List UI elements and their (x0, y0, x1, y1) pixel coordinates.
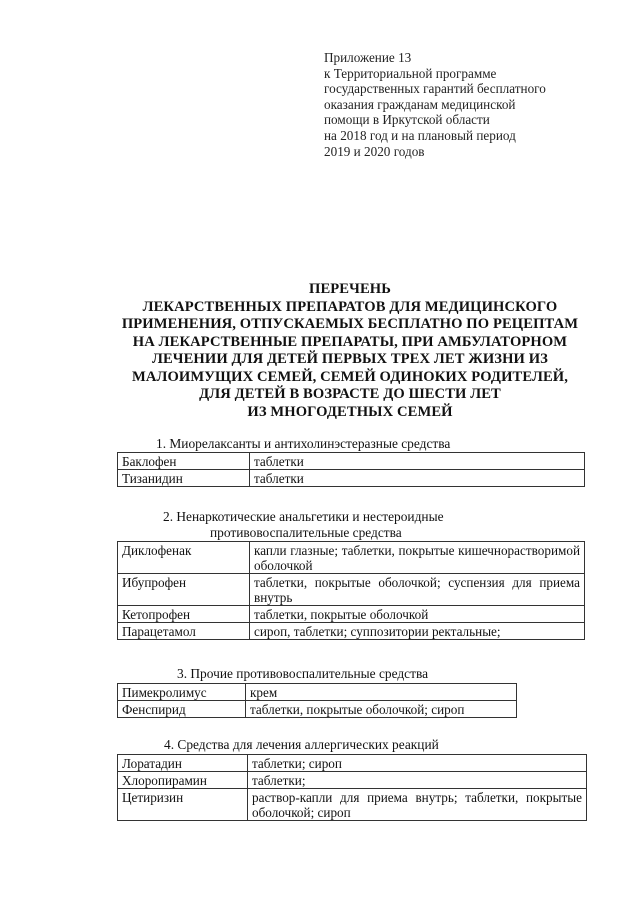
section-heading-line: 3. Прочие противовоспалительные средства (177, 666, 429, 681)
drug-form: капли глазные; таблетки, покрытые кишечнорастворимой оболочкой (250, 542, 585, 574)
drug-form: таблетки; сироп (248, 755, 587, 772)
drug-form: таблетки (250, 453, 585, 470)
table-row (118, 606, 585, 623)
section-2-table (117, 541, 585, 640)
table-row (118, 755, 587, 772)
section-3-heading (177, 666, 428, 682)
table-row (118, 542, 585, 574)
drug-form: раствор-капли для приема внутрь; таблетки, покрытые оболочкой; сироп (248, 789, 587, 821)
section-heading-line: 4. Средства для лечения аллергических реакций (164, 737, 439, 752)
appendix-line: на 2018 год и на плановый период (324, 127, 516, 143)
table-row (118, 701, 517, 718)
document-title (100, 281, 600, 421)
table-row (118, 772, 587, 789)
appendix-header (324, 50, 614, 159)
section-heading-line: 1. Миорелаксанты и антихолинэстеразные средства (156, 436, 451, 451)
drug-form: таблетки, покрытые оболочкой; сироп (246, 701, 517, 718)
title-line: НА ЛЕКАРСТВЕННЫЕ ПРЕПАРАТЫ, ПРИ АМБУЛАТОРНОМ (132, 333, 568, 350)
section-1-heading (156, 436, 450, 452)
drug-form: таблетки (250, 470, 585, 487)
title-line: ЛЕКАРСТВЕННЫХ ПРЕПАРАТОВ ДЛЯ МЕДИЦИНСКОГО (142, 298, 558, 315)
section-4-table (117, 754, 587, 821)
appendix-line: 2019 и 2020 годов (324, 143, 425, 159)
drug-name: Ибупрофен (118, 574, 250, 606)
title-line: ПРИМЕНЕНИЯ, ОТПУСКАЕМЫХ БЕСПЛАТНО ПО РЕЦЕПТАМ (121, 316, 579, 332)
drug-name: Парацетамол (118, 623, 250, 640)
appendix-line: к Территориальной программе (324, 65, 497, 81)
title-line: ИЗ МНОГОДЕТНЫХ СЕМЕЙ (247, 403, 453, 420)
drug-name: Кетопрофен (118, 606, 250, 623)
drug-name: Пимекролимус (118, 684, 246, 701)
drug-name: Баклофен (118, 453, 250, 470)
drug-name: Диклофенак (118, 542, 250, 574)
table-row (118, 453, 585, 470)
section-heading-line: противовоспалительные средства (210, 524, 402, 540)
table-row (118, 684, 517, 701)
section-2-heading (163, 509, 444, 540)
drug-form: таблетки, покрытые оболочкой (250, 606, 585, 623)
drug-name: Фенспирид (118, 701, 246, 718)
appendix-line: Приложение 13 (324, 50, 412, 65)
table-row (118, 623, 585, 640)
drug-form: крем (246, 684, 517, 701)
title-line: МАЛОИМУЩИХ СЕМЕЙ, СЕМЕЙ ОДИНОКИХ РОДИТЕЛЕЙ, (131, 368, 569, 385)
drug-form: таблетки, покрытые оболочкой; суспензия для приема внутрь (250, 574, 585, 606)
drug-name: Лоратадин (118, 755, 248, 772)
drug-form: таблетки; (248, 772, 587, 789)
section-4-heading (164, 737, 439, 753)
title-line: ЛЕЧЕНИИ ДЛЯ ДЕТЕЙ ПЕРВЫХ ТРЕХ ЛЕТ ЖИЗНИ ИЗ (151, 351, 548, 367)
title-line: ДЛЯ ДЕТЕЙ В ВОЗРАСТЕ ДО ШЕСТИ ЛЕТ (199, 386, 501, 402)
section-3-table (117, 683, 517, 718)
table-row (118, 470, 585, 487)
appendix-line: государственных гарантий бесплатного (324, 81, 546, 97)
drug-form: сироп, таблетки; суппозитории ректальные; (250, 623, 585, 640)
drug-name: Цетиризин (118, 789, 248, 821)
table-row (118, 574, 585, 606)
appendix-line: оказания гражданам медицинской (324, 96, 516, 112)
appendix-line: помощи в Иркутской области (324, 112, 490, 128)
table-row (118, 789, 587, 821)
section-heading-line: 2. Ненаркотические анальгетики и нестероидные (163, 509, 444, 524)
drug-name: Тизанидин (118, 470, 250, 487)
section-1-table (117, 452, 585, 487)
drug-name: Хлоропирамин (118, 772, 248, 789)
title-line: ПЕРЕЧЕНЬ (309, 281, 391, 297)
